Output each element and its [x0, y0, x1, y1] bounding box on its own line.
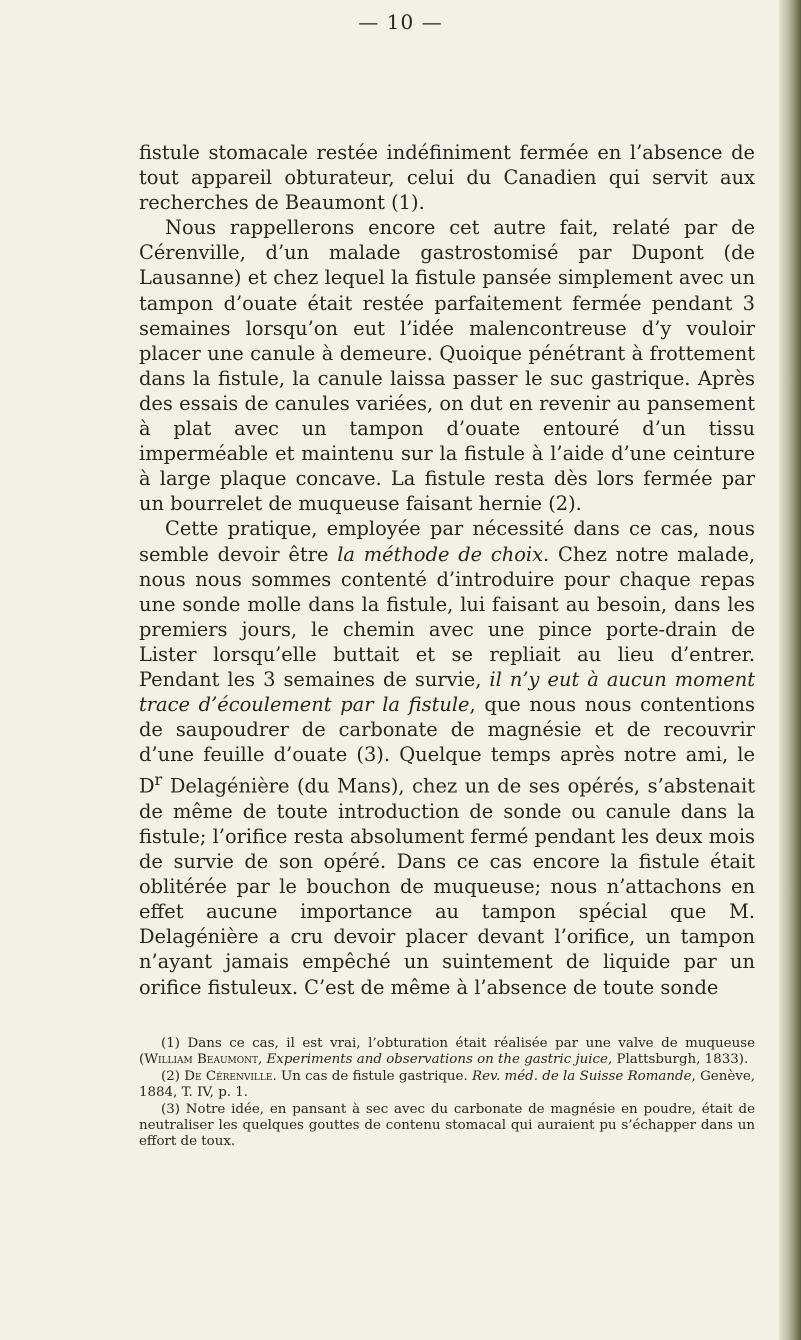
page-edge-shadow — [779, 0, 801, 1340]
footnote-3: (3) Notre idée, en pansant à sec avec du carbonate de magnésie en poudre, était de neutraliser les quelques gouttes de contenu stomacal qui auraient pu s’échapper dans un effort de toux. — [139, 1101, 755, 1150]
paragraph-2: Nous rappellerons encore cet autre fait, relaté par de Cérenville, d’un malade gastrostomisé par Dupont (de Lausanne) et chez lequel la fistule pansée simplement avec un tampon d’ouate était restée parfaitement fermée pendant 3 semaines lorsqu’on eut l’idée malencontreuse d’y vouloir placer une canule à demeure. Quoique pénétrant à frottement dans la fistule, la canule laissa passer le suc gastrique. Après des essais de canules variées, on dut en revenir au pansement à plat avec un tampon d’ouate entouré d’un tissu imperméable et maintenu sur la fistule à l’aide d’une ceinture à large plaque concave. La fistule resta dès lors fermée par un bourrelet de muqueuse faisant hernie (2). — [139, 216, 755, 516]
docteur-superscript: r — [154, 770, 163, 790]
footnote-1-text-b: , — [258, 1052, 267, 1068]
footnote-2-text-c: , Genève, 1884, T. IV, p. 1. — [139, 1068, 755, 1101]
footnote-2-text-a: (2) — [161, 1068, 185, 1084]
footnote-2-journal: Rev. méd. de la Suisse Romande — [472, 1068, 692, 1084]
footnotes — [139, 1036, 755, 1151]
paragraph-1: fistule stomacale restée indéfiniment fermée en l’absence de tout appareil obturateur, celui du Canadien qui servit aux recherches de Beaumont (1). — [139, 141, 755, 215]
emphasis-methode-de-choix: la méthode de choix — [337, 542, 544, 566]
footnote-1-text-a: (1) Dans ce cas, il est vrai, l’obturation était réalisée par une valve de muqueuse ( — [139, 1036, 755, 1068]
paragraph-3-part-a: Cette pratique, employée par nécessité dans ce cas, nous semble devoir être — [139, 517, 755, 566]
footnote-1-author: William Beaumont — [144, 1052, 258, 1068]
paragraph-3-part-b: . Chez notre malade, nous nous sommes contenté d’introduire pour chaque repas une sonde molle dans la fistule, lui faisant au besoin, dans les premiers jours, le chemin avec une pince porte-drain de Lister lorsqu’elle buttait et se repliait au lieu d’entrer. Pendant les 3 semaines de survie, — [139, 542, 755, 691]
emphasis-aucun-ecoulement: il n’y eut à aucun moment trace d’écoulement par la fistule — [139, 667, 755, 717]
paragraph-3-part-c: , que nous nous contentions de saupoudrer de carbonate de magnésie et de recouvrir d’une feuille d’ouate (3). Quelque temps après notre ami, le D — [139, 693, 755, 798]
footnote-1-text-c: , Plattsburgh, 1833). — [607, 1052, 749, 1068]
page-number: — 10 — — [358, 10, 443, 34]
paragraph-3 — [139, 516, 755, 999]
footnote-1-title: Experiments and observations on the gastric juice — [266, 1052, 608, 1068]
footnote-2 — [139, 1069, 755, 1102]
footnote-2-text-b: . Un cas de fistule gastrique. — [272, 1068, 473, 1084]
footnote-2-author: De Cérenville — [184, 1068, 273, 1084]
main-text — [139, 140, 755, 1000]
paragraph-3-part-d: Delagénière (du Mans), chez un de ses opérés, s’abstenait de même de toute introduction de sonde ou canule dans la fistule; l’orifice resta absolument fermé pendant les deux mois de survie de son opéré. Dans ce cas encore la fistule était oblitérée par le bouchon de muqueuse; nous n’attachons en effet aucune importance au tampon spécial que M. Delagénière a cru devoir placer devant l’orifice, un tampon n’ayant jamais empêché un suintement de liquide par un orifice fistuleux. C’est de même à l’absence de toute sonde — [139, 774, 755, 999]
footnote-1 — [139, 1036, 755, 1069]
